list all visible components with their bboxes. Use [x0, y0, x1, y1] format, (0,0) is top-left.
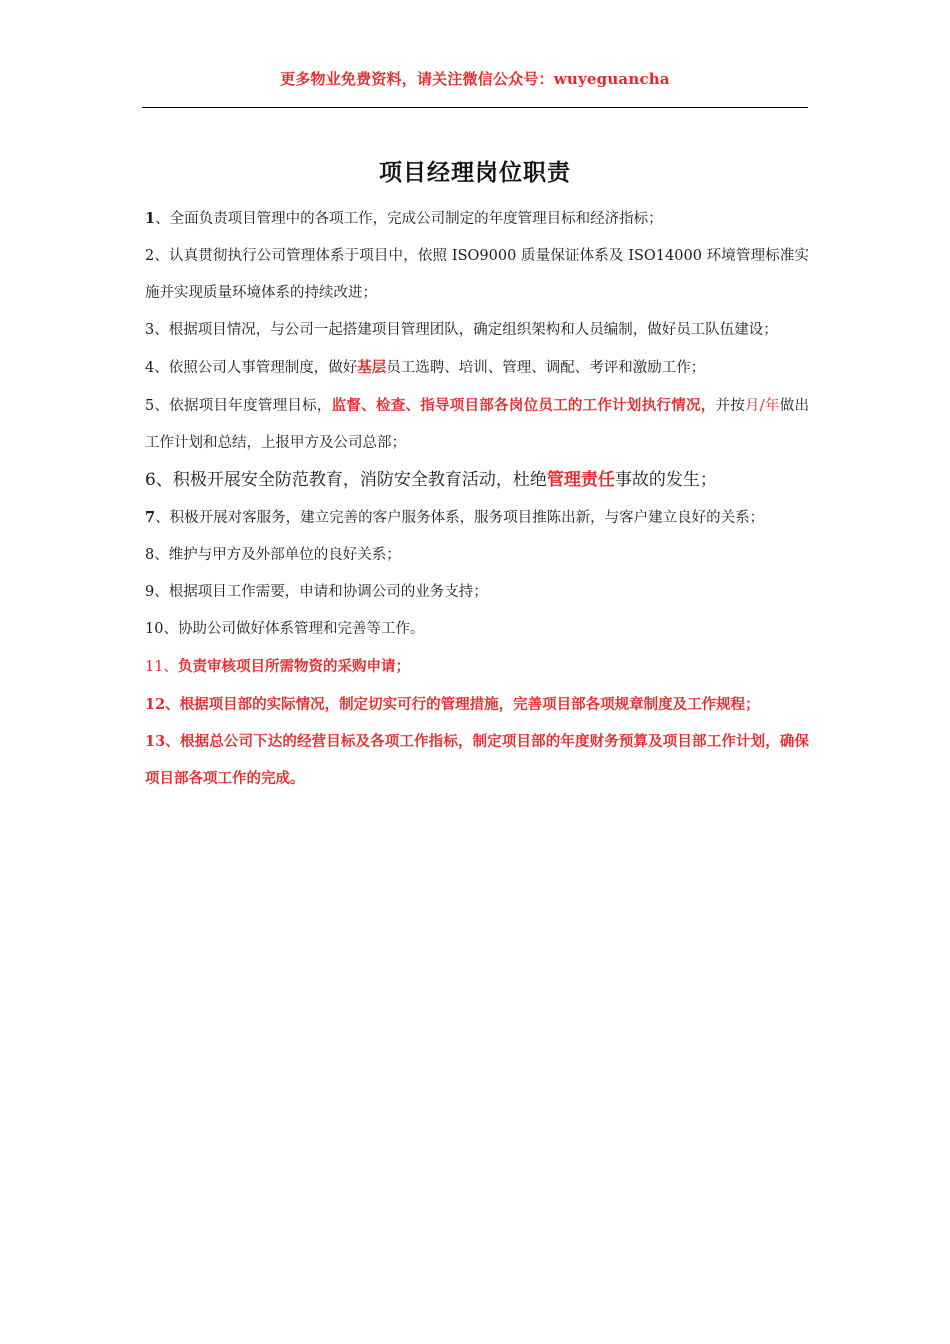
- duty-item-11-text: 负责审核项目所需物资的采购申请；: [177, 658, 410, 675]
- duties-list: [145, 200, 809, 797]
- duty-item-5-period: 月/年: [745, 398, 780, 414]
- duty-item-11: [145, 648, 809, 686]
- duty-item-5-text-c: 并按: [715, 398, 746, 414]
- duty-item-3: 3、根据项目情况，与公司一起搭建项目管理团队，确定组织架构和人员编制，做好员工队伍建设；: [145, 322, 778, 338]
- duty-item-5-text-e: 做出工作计划和总结，上报甲方及公司总部；: [145, 398, 809, 451]
- header-divider: [142, 107, 808, 108]
- duty-item-8: 8、维护与甲方及外部单位的良好关系；: [145, 547, 401, 563]
- duty-item-4: [145, 349, 809, 387]
- duty-item-1: [145, 200, 809, 238]
- duty-item-1-number: 1: [145, 210, 156, 227]
- duty-item-6: [145, 462, 809, 499]
- duty-item-5: [145, 387, 809, 462]
- duty-item-2: 2、认真贯彻执行公司管理体系于项目中，依照 ISO9000 质量保证体系及 ISO14000 环境管理标准实施并实现质量环境体系的持续改进；: [145, 248, 809, 301]
- duty-item-6-highlight: 管理责任: [546, 470, 615, 490]
- duty-item-10: 10、协助公司做好体系管理和完善等工作。: [145, 621, 425, 637]
- duty-item-4-text-c: 员工选聘、培训、管理、调配、考评和激励工作；: [386, 360, 706, 376]
- duty-item-6-text-a: 6、积极开展安全防范教育，消防安全教育活动，杜绝: [145, 470, 547, 490]
- header-note: 更多物业免费资料，请关注微信公众号：wuyeguancha: [280, 70, 670, 88]
- duty-item-11-number: 11、: [145, 659, 178, 675]
- duty-item-5-highlight: 监督、检查、指导项目部各岗位员工的工作计划执行情况，: [331, 397, 716, 414]
- duty-item-1-text: 、全面负责项目管理中的各项工作，完成公司制定的年度管理目标和经济指标；: [155, 211, 663, 227]
- page-title: 项目经理岗位职责: [379, 159, 571, 186]
- duty-item-7: [145, 499, 809, 537]
- duty-item-7-number: 7: [145, 509, 156, 526]
- duty-item-7-text: 、积极开展对客服务，建立完善的客户服务体系，服务项目推陈出新，与客户建立良好的关系；: [155, 510, 765, 526]
- duty-item-4-text-a: 4、依照公司人事管理制度，做好: [145, 360, 358, 376]
- duty-item-9: 9、根据项目工作需要，申请和协调公司的业务支持；: [145, 584, 488, 600]
- duty-item-13: 13、根据总公司下达的经营目标及各项工作指标，制定项目部的年度财务预算及项目部工作计划，确保项目部各项工作的完成。: [145, 733, 809, 787]
- duty-item-6-text-c: 事故的发生；: [614, 470, 717, 490]
- duty-item-12: 12、根据项目部的实际情况，制定切实可行的管理措施，完善项目部各项规章制度及工作规程；: [145, 696, 760, 713]
- duty-item-4-highlight: 基层: [357, 359, 387, 376]
- duty-item-5-text-a: 5、依据项目年度管理目标，: [145, 398, 332, 414]
